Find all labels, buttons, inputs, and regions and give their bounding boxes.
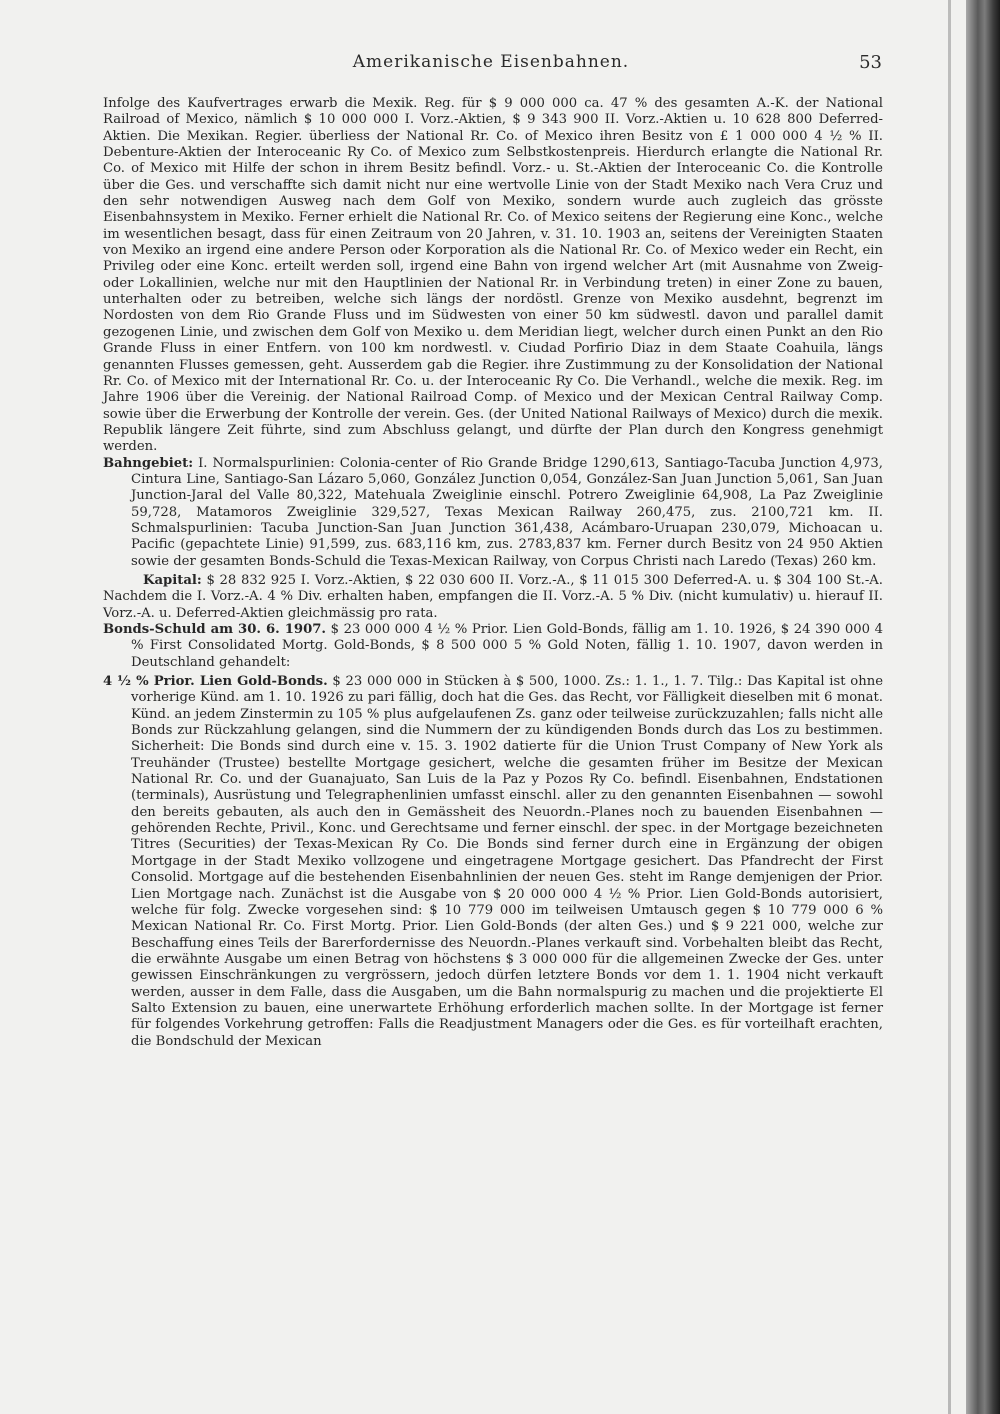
running-title: Amerikanische Eisenbahnen. xyxy=(352,52,630,72)
bonds-label: Bonds-Schuld am 30. 6. 1907. xyxy=(103,622,327,637)
paragraph-bonds xyxy=(103,622,883,671)
railway-text: I. Normalspurlinien: Colonia-center of Rio Grande Bridge 1290,613, Santiago-Tacuba Junction 4,973, Cintura Line, Santiago-San Lázaro 5,060, González Junction 0,054, González-San Juan Junction 5,061, San Juan Junction-Jaral del Valle 80,322, Matehuala Zweiglinie einschl. Potrero Zweiglinie 64,908, La Paz Zweiglinie 59,728, Matamoros Zweiglinie 329,527, Texas Mexican Railway 260,475, zus. 2100,721 km. II. Schmalspurlinien: Tacuba Junction-San Juan Junction 361,438, Acámbaro-Uruapan 230,079, Michoacan u. Pacific (gepachtete Linie) 91,599, zus. 683,116 km, zus. 2783,837 km. Ferner durch Besitz von 24 950 Aktien sowie der gesamten Bonds-Schuld die Texas-Mexican Railway, von Corpus Christi nach Laredo (Texas) 260 km. xyxy=(131,455,883,569)
railway-label: Bahngebiet: xyxy=(103,455,194,471)
prior-lien-text: $ 23 000 000 in Stücken à $ 500, 1000. Zs.: 1. 1., 1. 7. Tilg.: Das Kapital ist ohne vorherige Künd. am 1. 10. 1926 zu pari fällig, doch hat die Ges. das Recht, vor Fälligkeit dieselben mit 6 monat. Künd. an jedem Zinstermin zu 105 % plus aufgelaufenen Zs. ganz oder teilweise zurückzuzahlen; falls nicht alle Bonds zur Rückzahlung gelangen, sind die Nummern der zu kündigenden Bonds durch das Los zu bestimmen. Sicherheit: Die Bonds sind durch eine v. 15. 3. 1902 datierte für die Union Trust Company of New York als Treuhänder (Trustee) bestellte Mortgage gesichert, welche die gesamten früher im Besitze der Mexican National Rr. Co. und der Guanajuato, San Luis de la Paz y Pozos Ry Co. befindl. Eisenbahnen, Endstationen (terminals), Ausrüstung und Telegraphenlinien umfasst einschl. aller zu den genannten Eisenbahnen — sowohl den bereits gebauten, als auch den in Gemässheit des Neuordn.-Planes noch zu bauenden Eisenbahnen — gehörenden Rechte, Privil., Konc. und Gerechtsame und ferner einschl. der spec. in der Mortgage bezeichneten Titres (Securities) der Texas-Mexican Ry Co. Die Bonds sind ferner durch eine in Ergänzung der obigen Mortgage in der Stadt Mexiko vollzogene und eingetragene Mortgage gesichert. Das Pfandrecht der First Consolid. Mortgage auf die bestehenden Eisenbahnlinien der neuen Ges. steht im Range demjenigen der Prior. Lien Mortgage nach. Zunächst ist die Ausgabe von $ 20 000 000 4 ½ % Prior. Lien Gold-Bonds autorisiert, welche für folg. Zwecke vorgesehen sind: $ 10 779 000 im teilweisen Umtausch gegen $ 10 779 000 6 % Mexican National Rr. Co. First Mortg. Prior. Lien Gold-Bonds (der alten Ges.) und $ 9 221 000, welche zur Beschaffung eines Teils der Barerfordernisse des Neuordn.-Planes verkauft sind. Vorbehalten bleibt das Recht, die erwähnte Ausgabe um einen Betrag von höchstens $ 3 000 000 für die allgemeinen Zwecke der Ges. unter gewissen Einschränkungen zu vergrössern, jedoch dürfen letztere Bonds vor dem 1. 1. 1904 nicht verkauft werden, ausser in dem Falle, dass die Ausgaben, um die Bahn normalspurig zu machen und die projektierte El Salto Extension zu bauen, eine unerwartete Erhöhung erforderlich machen sollte. In der Mortgage ist ferner für folgendes Vorkehrung getroffen: Falls die Readjustment Managers oder die Ges. es für vorteilhaft erachten, die Bondschuld der Mexican xyxy=(131,674,884,1049)
page-gutter-shadow xyxy=(948,0,951,1414)
prior-lien-label: 4 ½ % Prior. Lien Gold-Bonds. xyxy=(103,674,328,690)
paragraph-capital xyxy=(103,573,883,622)
running-header xyxy=(100,52,882,82)
paragraph-railway xyxy=(103,456,883,570)
paragraph-intro: Infolge des Kaufvertrages erwarb die Mexik. Reg. für $ 9 000 000 ca. 47 % des gesamten A.-K. der National Railroad of Mexico, nämlich $ 10 000 000 I. Vorz.-Aktien, $ 9 343 900 II. Vorz.-Aktien u. 10 628 800 Deferred-Aktien. Die Mexikan. Regier. überliess der National Rr. Co. of Mexico ihren Besitz von £ 1 000 000 4 ½ % II. Debenture-Aktien der Interoceanic Ry Co. of Mexico zum Selbstkostenpreis. Hierdurch erlangte die National Rr. Co. of Mexico mit Hilfe der schon in ihrem Besitz befindl. Vorz.- u. St.-Aktien der Interoceanic Co. die Kontrolle über die Ges. und verschaffte sich damit nicht nur eine wertvolle Linie von der Stadt Mexiko nach Vera Cruz und den sehr notwendigen Ausweg nach dem Golf von Mexiko, sondern wurde auch zugleich das grösste Eisenbahnsystem in Mexiko. Ferner erhielt die National Rr. Co. of Mexico seitens der Regierung eine Konc., welche im wesentlichen besagt, dass für einen Zeitraum von 20 Jahren, v. 31. 10. 1903 an, seitens der Vereinigten Staaten von Mexiko an irgend eine andere Person oder Korporation als die National Rr. Co. of Mexico weder ein Recht, ein Privileg oder eine Konc. erteilt werden soll, irgend eine Bahn von irgend welcher Art (mit Ausnahme von Zweig- oder Lokallinien, welche nur mit den Hauptlinien der National Rr. in Verbindung treten) in einer Zone zu bauen, unterhalten oder zu betreiben, welche sich längs der nordöstl. Grenze von Mexiko ausdehnt, begrenzt im Nordosten von dem Rio Grande Fluss und im Südwesten von einer 50 km südwestl. davon und parallel damit gezogenen Linie, und zwischen dem Golf von Mexiko u. dem Meridian liegt, welcher durch einen Punkt an den Rio Grande Fluss in einer Entfern. von 100 km nordwestl. v. Ciudad Porfirio Diaz in dem Staate Coahuila, längs genannten Flusses gemessen, geht. Ausserdem gab die Regier. ihre Zustimmung zu der Konsolidation der National Rr. Co. of Mexico mit der International Rr. Co. u. der Interoceanic Ry Co. Die Verhandl., welche die mexik. Reg. im Jahre 1906 über die Vereinig. der National Railroad Comp. of Mexico und der Mexican Central Railway Comp. sowie über die Erwerbung der Kontrolle der verein. Ges. (der United National Railways of Mexico) durch die mexik. Republik längere Zeit führte, sind zum Abschluss gelangt, und dürfte der Plan durch den Kongress genehmigt werden. xyxy=(103,96,883,455)
body-text xyxy=(103,96,883,1050)
paragraph-prior-lien xyxy=(103,674,883,1050)
book-binding xyxy=(966,0,1000,1414)
capital-text: $ 28 832 925 I. Vorz.-Aktien, $ 22 030 600 II. Vorz.-A., $ 11 015 300 Deferred-A. u. $ 304 100 St.-A. Nachdem die I. Vorz.-A. 4 % Div. erhalten haben, empfangen die II. Vorz.-A. 5 % Div. (nicht kumulativ) u. hierauf II. Vorz.-A. u. Deferred-Aktien gleichmässig pro rata. xyxy=(103,572,883,621)
page-number: 53 xyxy=(859,52,882,73)
capital-label: Kapital: xyxy=(143,572,202,588)
bonds-text: $ 23 000 000 4 ½ % Prior. Lien Gold-Bonds, fällig am 1. 10. 1926, $ 24 390 000 4 % First Consolidated Mortg. Gold-Bonds, $ 8 500 000 5 % Gold Noten, fällig 1. 10. 1907, davon werden in Deutschland gehandelt: xyxy=(131,622,883,670)
